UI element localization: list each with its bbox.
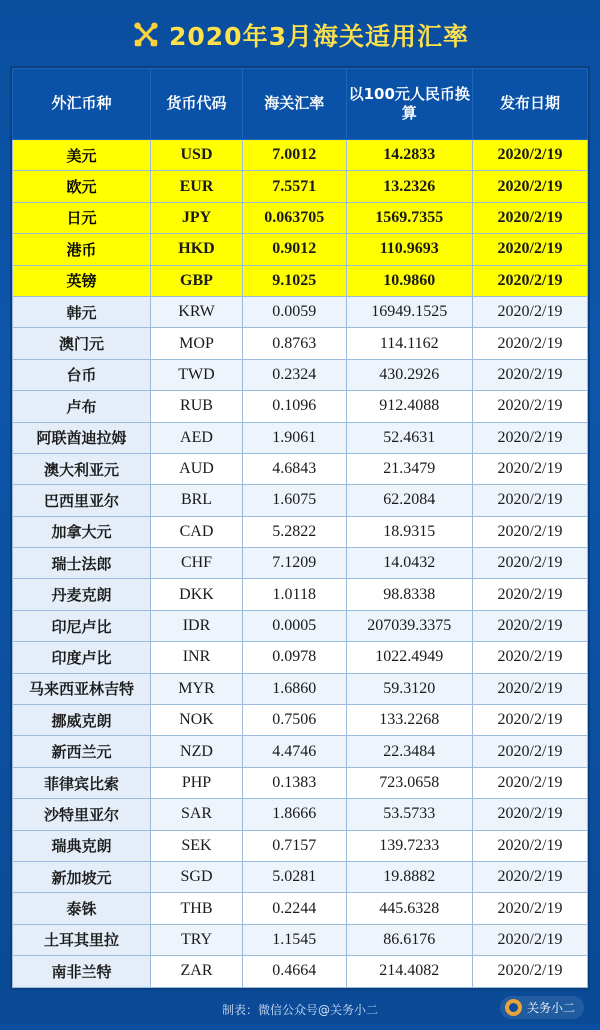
cell-currency-code: SEK [151, 830, 243, 861]
cell-publish-date: 2020/2/19 [473, 328, 588, 359]
cell-publish-date: 2020/2/19 [473, 359, 588, 390]
cell-currency-code: NOK [151, 705, 243, 736]
cell-currency-name: 新加坡元 [13, 861, 151, 892]
cell-publish-date: 2020/2/19 [473, 265, 588, 296]
table-row [13, 171, 588, 202]
table-row [13, 296, 588, 327]
cell-per-100-cny: 10.9860 [346, 265, 473, 296]
cell-customs-rate: 0.2324 [243, 359, 347, 390]
cell-publish-date: 2020/2/19 [473, 296, 588, 327]
table-row [13, 359, 588, 390]
cell-per-100-cny: 16949.1525 [346, 296, 473, 327]
cell-customs-rate: 5.0281 [243, 861, 347, 892]
cell-publish-date: 2020/2/19 [473, 171, 588, 202]
cell-currency-name: 南非兰特 [13, 956, 151, 987]
cell-publish-date: 2020/2/19 [473, 579, 588, 610]
cell-currency-code: EUR [151, 171, 243, 202]
cell-customs-rate: 7.1209 [243, 548, 347, 579]
cell-currency-name: 阿联酋迪拉姆 [13, 422, 151, 453]
table-row [13, 516, 588, 547]
cell-currency-name: 卢布 [13, 391, 151, 422]
cell-per-100-cny: 1569.7355 [346, 202, 473, 233]
cell-per-100-cny: 52.4631 [346, 422, 473, 453]
column-header-rate: 海关汇率 [243, 69, 347, 140]
account-logo-icon [505, 999, 522, 1016]
cell-currency-name: 加拿大元 [13, 516, 151, 547]
table-row [13, 610, 588, 641]
footer-credit: 制表：微信公众号@关务小二 [221, 1003, 378, 1018]
cell-per-100-cny: 62.2084 [346, 485, 473, 516]
cell-per-100-cny: 214.4082 [346, 956, 473, 987]
cell-per-100-cny: 21.3479 [346, 453, 473, 484]
table-row [13, 924, 588, 955]
cell-currency-code: HKD [151, 234, 243, 265]
table-row [13, 579, 588, 610]
cell-per-100-cny: 18.9315 [346, 516, 473, 547]
cell-per-100-cny: 14.0432 [346, 548, 473, 579]
cell-currency-name: 美元 [13, 140, 151, 171]
table-row [13, 234, 588, 265]
table-row [13, 799, 588, 830]
cell-publish-date: 2020/2/19 [473, 422, 588, 453]
cell-per-100-cny: 114.1162 [346, 328, 473, 359]
cell-per-100-cny: 110.9693 [346, 234, 473, 265]
cell-publish-date: 2020/2/19 [473, 830, 588, 861]
cell-currency-code: SGD [151, 861, 243, 892]
table-row [13, 956, 588, 987]
cell-publish-date: 2020/2/19 [473, 861, 588, 892]
cell-publish-date: 2020/2/19 [473, 767, 588, 798]
cell-customs-rate: 0.063705 [243, 202, 347, 233]
cell-customs-rate: 0.7506 [243, 705, 347, 736]
table-row [13, 861, 588, 892]
cell-currency-code: NZD [151, 736, 243, 767]
account-badge[interactable] [500, 996, 584, 1019]
cell-per-100-cny: 139.7233 [346, 830, 473, 861]
table-row [13, 453, 588, 484]
cell-publish-date: 2020/2/19 [473, 673, 588, 704]
cell-customs-rate: 0.9012 [243, 234, 347, 265]
column-header-date: 发布日期 [473, 69, 588, 140]
cell-customs-rate: 7.5571 [243, 171, 347, 202]
column-header-code: 货币代码 [151, 69, 243, 140]
table-row [13, 391, 588, 422]
cell-publish-date: 2020/2/19 [473, 485, 588, 516]
cell-publish-date: 2020/2/19 [473, 893, 588, 924]
cell-currency-name: 印度卢比 [13, 642, 151, 673]
cell-customs-rate: 4.4746 [243, 736, 347, 767]
cell-currency-code: THB [151, 893, 243, 924]
table-header-row [13, 69, 588, 140]
cell-publish-date: 2020/2/19 [473, 202, 588, 233]
cell-per-100-cny: 445.6328 [346, 893, 473, 924]
cell-currency-code: SAR [151, 799, 243, 830]
cell-currency-name: 港币 [13, 234, 151, 265]
cell-currency-name: 澳门元 [13, 328, 151, 359]
cell-currency-code: IDR [151, 610, 243, 641]
page-header [10, 12, 590, 58]
cell-customs-rate: 0.1096 [243, 391, 347, 422]
cell-publish-date: 2020/2/19 [473, 140, 588, 171]
cell-currency-code: MOP [151, 328, 243, 359]
cell-publish-date: 2020/2/19 [473, 516, 588, 547]
tools-icon [131, 20, 161, 50]
cell-publish-date: 2020/2/19 [473, 956, 588, 987]
cell-per-100-cny: 53.5733 [346, 799, 473, 830]
cell-publish-date: 2020/2/19 [473, 610, 588, 641]
page-title: 2020年3月海关适用汇率 [169, 22, 469, 51]
cell-per-100-cny: 912.4088 [346, 391, 473, 422]
cell-per-100-cny: 1022.4949 [346, 642, 473, 673]
cell-customs-rate: 1.0118 [243, 579, 347, 610]
cell-per-100-cny: 14.2833 [346, 140, 473, 171]
cell-publish-date: 2020/2/19 [473, 548, 588, 579]
cell-currency-code: ZAR [151, 956, 243, 987]
cell-currency-code: KRW [151, 296, 243, 327]
cell-publish-date: 2020/2/19 [473, 234, 588, 265]
cell-currency-name: 澳大利亚元 [13, 453, 151, 484]
cell-currency-name: 韩元 [13, 296, 151, 327]
cell-currency-code: PHP [151, 767, 243, 798]
cell-currency-code: USD [151, 140, 243, 171]
exchange-rate-table [10, 66, 590, 990]
cell-customs-rate: 0.2244 [243, 893, 347, 924]
cell-currency-code: AUD [151, 453, 243, 484]
table-row [13, 548, 588, 579]
cell-customs-rate: 0.0978 [243, 642, 347, 673]
table-row [13, 202, 588, 233]
cell-publish-date: 2020/2/19 [473, 736, 588, 767]
table-row [13, 265, 588, 296]
cell-currency-code: GBP [151, 265, 243, 296]
cell-customs-rate: 1.8666 [243, 799, 347, 830]
cell-customs-rate: 9.1025 [243, 265, 347, 296]
column-header-currency: 外汇币种 [13, 69, 151, 140]
table-row [13, 485, 588, 516]
cell-customs-rate: 1.1545 [243, 924, 347, 955]
cell-currency-name: 沙特里亚尔 [13, 799, 151, 830]
cell-per-100-cny: 723.0658 [346, 767, 473, 798]
cell-per-100-cny: 207039.3375 [346, 610, 473, 641]
cell-per-100-cny: 133.2268 [346, 705, 473, 736]
table-row [13, 893, 588, 924]
table-row [13, 705, 588, 736]
account-badge-label: 关务小二 [526, 1000, 575, 1015]
table-row [13, 767, 588, 798]
table-body [13, 140, 588, 988]
cell-publish-date: 2020/2/19 [473, 924, 588, 955]
cell-currency-name: 瑞士法郎 [13, 548, 151, 579]
cell-publish-date: 2020/2/19 [473, 799, 588, 830]
cell-currency-name: 菲律宾比索 [13, 767, 151, 798]
cell-currency-code: TWD [151, 359, 243, 390]
cell-currency-code: MYR [151, 673, 243, 704]
cell-publish-date: 2020/2/19 [473, 705, 588, 736]
cell-currency-code: TRY [151, 924, 243, 955]
table-row [13, 673, 588, 704]
cell-publish-date: 2020/2/19 [473, 642, 588, 673]
cell-currency-name: 英镑 [13, 265, 151, 296]
cell-currency-name: 巴西里亚尔 [13, 485, 151, 516]
cell-customs-rate: 0.0059 [243, 296, 347, 327]
cell-currency-name: 印尼卢比 [13, 610, 151, 641]
cell-customs-rate: 1.9061 [243, 422, 347, 453]
cell-customs-rate: 0.4664 [243, 956, 347, 987]
cell-currency-name: 台币 [13, 359, 151, 390]
cell-customs-rate: 0.8763 [243, 328, 347, 359]
cell-currency-code: INR [151, 642, 243, 673]
cell-currency-code: JPY [151, 202, 243, 233]
cell-currency-name: 瑞典克朗 [13, 830, 151, 861]
table-row [13, 830, 588, 861]
cell-per-100-cny: 98.8338 [346, 579, 473, 610]
cell-currency-code: CAD [151, 516, 243, 547]
cell-per-100-cny: 22.3484 [346, 736, 473, 767]
table-row [13, 642, 588, 673]
cell-publish-date: 2020/2/19 [473, 391, 588, 422]
cell-publish-date: 2020/2/19 [473, 453, 588, 484]
cell-per-100-cny: 19.8882 [346, 861, 473, 892]
cell-per-100-cny: 13.2326 [346, 171, 473, 202]
cell-customs-rate: 1.6860 [243, 673, 347, 704]
cell-currency-name: 日元 [13, 202, 151, 233]
cell-currency-name: 新西兰元 [13, 736, 151, 767]
table-row [13, 140, 588, 171]
column-header-cny100: 以100元人民币换算 [346, 69, 473, 140]
cell-customs-rate: 7.0012 [243, 140, 347, 171]
cell-per-100-cny: 59.3120 [346, 673, 473, 704]
table-row [13, 422, 588, 453]
table-row [13, 328, 588, 359]
cell-customs-rate: 4.6843 [243, 453, 347, 484]
cell-currency-name: 土耳其里拉 [13, 924, 151, 955]
table-row [13, 736, 588, 767]
cell-currency-name: 丹麦克朗 [13, 579, 151, 610]
cell-currency-name: 欧元 [13, 171, 151, 202]
cell-currency-code: DKK [151, 579, 243, 610]
cell-currency-code: RUB [151, 391, 243, 422]
cell-currency-code: AED [151, 422, 243, 453]
cell-per-100-cny: 430.2926 [346, 359, 473, 390]
cell-customs-rate: 0.0005 [243, 610, 347, 641]
cell-customs-rate: 0.7157 [243, 830, 347, 861]
cell-customs-rate: 0.1383 [243, 767, 347, 798]
cell-currency-name: 挪威克朗 [13, 705, 151, 736]
cell-customs-rate: 1.6075 [243, 485, 347, 516]
cell-currency-name: 泰铢 [13, 893, 151, 924]
cell-currency-code: CHF [151, 548, 243, 579]
cell-per-100-cny: 86.6176 [346, 924, 473, 955]
cell-currency-name: 马来西亚林吉特 [13, 673, 151, 704]
cell-currency-code: BRL [151, 485, 243, 516]
cell-customs-rate: 5.2822 [243, 516, 347, 547]
